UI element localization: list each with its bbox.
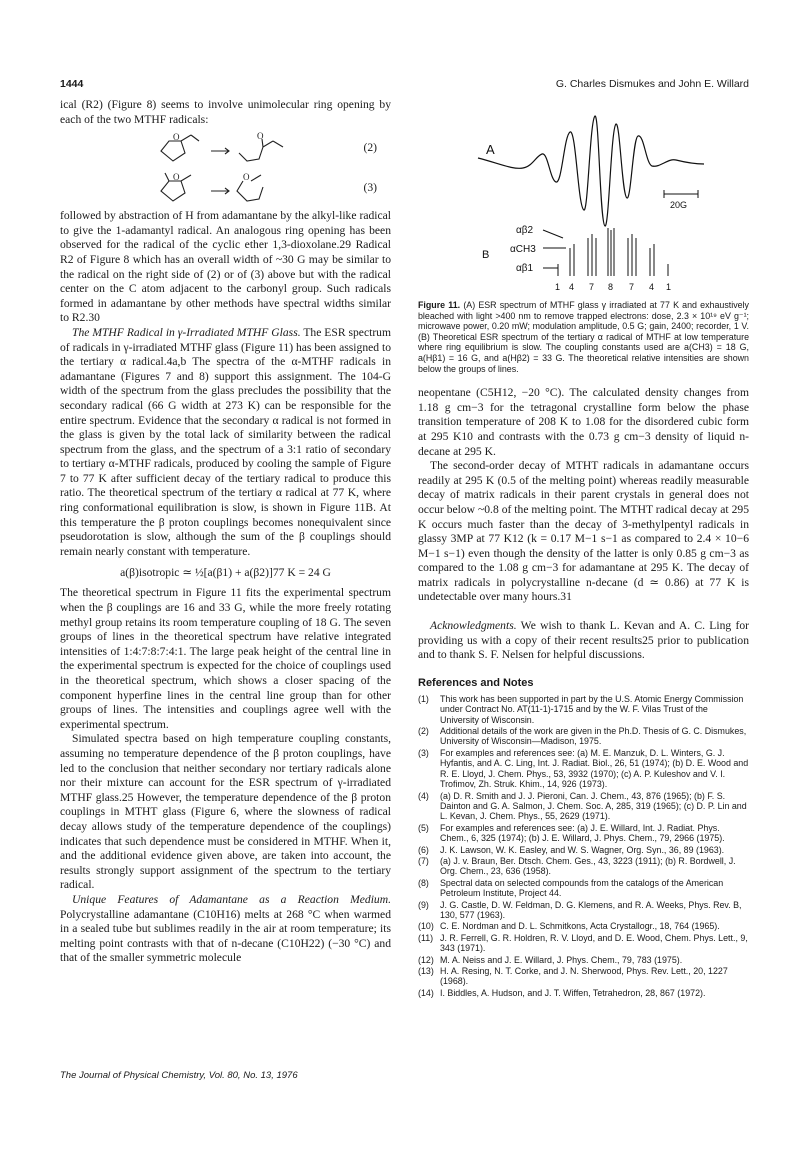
paragraph-second-order-decay: The second-order decay of MTHT radicals in adamantane occurs readily at 295 K (0.5 of the melting point) whereas readily measurable decay of matrix radicals in their parent crystals in general does not occur below ~0.8 of the melting point. The MTHT radical decay at 295 K occurs much faster than the decay of 3-methylpentyl radicals in glassy 3MP at 77 K12 (k = 0.17 M−1 s−1 as compared to 2.4 × 10−6 M−1 s−1) even though the density of the latter is only 0.85 g cm−3 as compared to the 1.08 g cm−3 for adamantane at 295 K. The decay of matrix radicals in polycrystalline n-decane (d ≃ 0.86) at 77 K is undetectable over many hours.31 [418,459,749,604]
reference-number: (6) [418,844,429,855]
reference-number: (7) [418,855,429,866]
reference-text: J. K. Lawson, W. K. Easley, and W. S. Wagner, Org. Syn., 36, 89 (1963). [440,844,725,855]
paragraph-adamantane-medium [60,893,391,966]
isotropic-coupling-equation: a(β)isotropic ≃ ½[a(β1) + a(β2)]77 K = 24 G [120,566,331,580]
reference-text: Additional details of the work are given in the Ph.D. Thesis of G. C. Dismukes, University of Wisconsin—Madison, 1975. [440,726,747,747]
intensity-label-7: 1 [666,282,672,292]
reference-item [418,856,749,877]
reference-text: For examples and references see: (a) M. E. Manzuk, D. L. Winters, G. J. Hyfantis, and A. C. Ling, Int. J. Radiat. Biol., 26, 51 (1974); (b) D. E. Wood and R. E. Lloyd, J. Chem. Phys., 53, 3932 (1970); (c) A. P. Kuleshov and V. I. Trofimov, Zh. Struk. Khim., 14, 926 (1973). [440,747,749,790]
intensity-label-3: 7 [589,282,595,292]
reference-number: (8) [418,877,429,888]
reference-text: C. E. Nordman and D. L. Schmitkons, Acta Crystallogr., 18, 764 (1965). [440,921,720,932]
references-list [418,694,749,998]
reference-item [418,694,749,725]
intensity-label-1: 1 [555,282,561,292]
section-title-adamantane: Unique Features of Adamantane as a Reaction Medium. [72,892,391,906]
acknowledgments-title: Acknowledgments. [430,619,517,633]
intensity-label-6: 4 [649,282,655,292]
label-beta2: αβ2 [516,225,534,236]
reaction-2 [60,131,391,167]
reference-number: (13) [418,966,434,976]
paragraph-ring-opening: followed by abstraction of H from adamantane by the alkyl-like radical to give the 1-adamantyl radical. An analogous ring opening has been observed for the radical of the cyclic ether 1,3-dioxolane.29 Radical R2 of Figure 8 which has an overall width of ~30 G may be similar to the radical on the right side of (2) or of (3) above but with the radical center on the C atom adjacent to the carbonyl group. Such radicals formed in adamantane by other methods have spectral widths similar to R2.30 [60,209,391,325]
reference-item [418,900,749,921]
label-beta1: αβ1 [516,263,534,274]
caption-text: (A) ESR spectrum of MTHF glass γ irradiated at 77 K and exhaustively bleached with light >400 nm to remove trapped electrons: dose, 2.3 × 10¹⁹ eV g⁻¹; microwave power, 0.20 mW; modulation amplitude, 0.5 G; gain, 2400; recorder, 1 V. (B) Theoretical ESR spectrum of the tertiary α radical of MTHF at low temperature where ring equilibrium is slow. The coupling constants used are a(CH3) = 18 G, a(Hβ1) = 16 G, and a(Hβ2) = 33 G. The theoretical relative intensities are shown below the groups of lines. [418,300,749,374]
reference-item [418,726,749,747]
reference-number: (5) [418,822,429,833]
ring-opening-reaction-3-diagram [155,171,295,207]
reference-text: J. R. Ferrell, G. R. Holdren, R. V. Lloyd, and D. E. Wood, Chem. Phys. Lett., 9, 343 (1971). [440,932,748,954]
svg-text:O: O [243,172,250,183]
reference-text: (a) J. v. Braun, Ber. Dtsch. Chem. Ges., 43, 3223 (1911); (b) R. Bordwell, J. Org. Chem., 23, 636 (1958). [440,855,736,877]
section-text-mthf-glass: The ESR spectrum of radicals in γ-irradiated MTHF glass (Figure 11) has been assigned to the tertiary α radical.4a,b The spectra of the α-MTHF radicals in adamantane (Figures 7 and 8) support this assignment. The 104-G width of the spectrum from the glass precludes the possibility that the secondary radical (66 G width at 273 K) can be responsible for the entire spectrum. Evidence that the secondary α radical is not formed in the glass is given by the total lack of similarity between the radical spectrum from the glass, and the spectrum of a 3:1 ratio of secondary to tertiary α-MTHF radicals, produced by cooling the sample of Figure 7 to 77 K after sufficient decay of the tertiary radical to produce this ratio. The theoretical spectrum of the tertiary α radical at 77 K, where ring conformational equilibration is slow, is shown in Figure 11B. At this temperature the β proton couplings becomes nonequivalent since pseudorotation is slow, although the sum of the β couplings should remain nearly constant with temperature. [60,325,391,558]
intensity-label-5: 7 [629,282,635,292]
right-column [418,98,749,999]
svg-text:O: O [257,131,264,142]
svg-text:O: O [173,172,180,183]
ring-opening-reaction-2-diagram [155,131,295,167]
paragraph-acknowledgments [418,619,749,663]
reference-item [418,748,749,790]
reference-text: For examples and references see: (a) J. E. Willard, Int. J. Radiat. Phys. Chem., 6, 325 (1974); (b) J. E. Willard, J. Phys. Chem., 79, 2966 (1975). [440,822,725,844]
svg-text:O: O [173,132,180,143]
intensity-label-2: 4 [569,282,575,292]
paragraph-mthf-glass [60,326,391,560]
figure-11-caption [418,300,749,374]
intro-paragraph: ical (R2) (Figure 8) seems to involve unimolecular ring opening by each of the two MTHF radicals: [60,98,391,126]
running-header-authors: G. Charles Dismukes and John E. Willard [555,78,749,90]
reference-text: Spectral data on selected compounds from the catalogs of the American Petroleum Institute, Project 44. [440,877,724,899]
reference-number: (2) [418,726,429,737]
reference-item [418,933,749,954]
paragraph-simulated-spectra: Simulated spectra based on high temperature coupling constants, assuming no temperature dependence of the β proton couplings, have led to the conclusion that neither secondary nor tertiary radicals alone nor their mixture can account for the ESR spectrum of γ-irradiated MTHF glass.25 However, the temperature dependence of the β proton couplings in MTHT glass (Figure 6, where the slowness of radical decay allows study of the temperature dependence of the couplings) indicates that such dependence must be considered in MTHF. When it, and the additional evidence given above, are taken into account, the results strongly support assignment of the spectrum to the tertiary radical. [60,732,391,892]
reference-text: H. A. Resing, N. T. Corke, and J. N. Sherwood, Phys. Rev. Lett., 20, 1227 (1968). [440,966,728,987]
reference-number: (4) [418,790,429,801]
paragraph-theoretical-spectrum: The theoretical spectrum in Figure 11 fits the experimental spectrum when the β couplings are 16 and 33 G, while the more freely rotating methyl group retains its room temperature coupling of 18 G. The seven groups of lines in the theoretical spectrum have relative integrated intensities of 1:4:7:8:7:4:1. The large peak height of the central line in the experimental spectrum is expected for the choice of couplings used in the theoretical spectrum, which shows a closer spacing of the component hyperfine lines in the central line group than for other groups of lines. The intensities and couplings agree well with the experimental spectrum. [60,586,391,731]
reference-number: (9) [418,899,429,910]
esr-spectrum-figure [418,98,749,298]
paragraph-neopentane: neopentane (C5H12, −20 °C). The calculated density changes from 1.18 g cm−3 for the tetragonal crystalline form below the phase transition temperature of 208 K to 1.08 for the disordered cubic form at 295 K10 and contrasts with the 0.73 g cm−3 density of liquid n-decane at 295 K. [418,386,749,458]
reference-item [418,845,749,855]
reference-text: This work has been supported in part by the U.S. Atomic Energy Commission under Contract No. AT(11-1)-1715 and by the W. F. Vilas Trust of the University of Wisconsin. [440,693,744,725]
references-heading: References and Notes [418,676,534,689]
reference-item [418,823,749,844]
reference-number: (3) [418,747,429,758]
reference-item [418,791,749,822]
spectrum-b-label: B [482,249,490,261]
left-column [60,98,391,966]
caption-label: Figure 11. [418,300,461,310]
reference-text: (a) D. R. Smith and J. J. Pieroni, Can. J. Chem., 43, 876 (1965); (b) F. S. Dainton and G. A. Salmon, J. Chem. Soc. A, 285, 319 (1965); (c) D. P. Lin and L. Kevan, J. Chem. Phys., 55, 2629 (1971). [440,790,747,822]
page-number: 1444 [60,78,84,90]
label-ch3: αCH3 [510,244,536,255]
reference-text: M. A. Neiss and J. E. Willard, J. Phys. Chem., 79, 783 (1975). [440,954,683,965]
journal-footer: The Journal of Physical Chemistry, Vol. 80, No. 13, 1976 [60,1070,298,1081]
section-text-adamantane: Polycrystalline adamantane (C10H16) melts at 268 °C when warmed in a sealed tube but sublimes readily in the air at room temperature; its melting point contrasts with that of n-decane (C10H22) (−30 °C) and that of the smaller symmetric molecule [60,907,391,965]
reference-item [418,988,749,998]
equation-number-3: (3) [363,181,377,195]
reference-item [418,966,749,987]
reference-item [418,955,749,965]
reference-text: I. Biddles, A. Hudson, and J. T. Wiffen, Tetrahedron, 28, 867 (1972). [440,987,706,998]
reference-number: (14) [418,987,434,998]
acknowledgments-text: We wish to thank L. Kevan and A. C. Ling for providing us with a copy of their recent results25 prior to publication and to thank S. F. Nelsen for helpful discussions. [418,619,749,662]
reference-item [418,878,749,899]
reference-number: (1) [418,693,429,704]
reference-number: (10) [418,921,434,932]
beta2-splitting-bracket [543,230,563,238]
equation-number-2: (2) [363,141,377,155]
reference-number: (12) [418,954,434,965]
reaction-3 [60,171,391,207]
figure-11 [418,98,749,298]
intensity-label-4: 8 [608,282,614,292]
section-title-mthf-glass: The MTHF Radical in γ-Irradiated MTHF Glass. [72,325,301,339]
reference-number: (11) [418,932,434,943]
reference-item [418,921,749,931]
scale-label: 20G [670,200,688,210]
spectrum-a-label: A [486,142,495,157]
reference-text: J. G. Castle, D. W. Feldman, D. G. Klemens, and R. A. Weeks, Phys. Rev. B, 130, 577 (1963). [440,899,742,920]
